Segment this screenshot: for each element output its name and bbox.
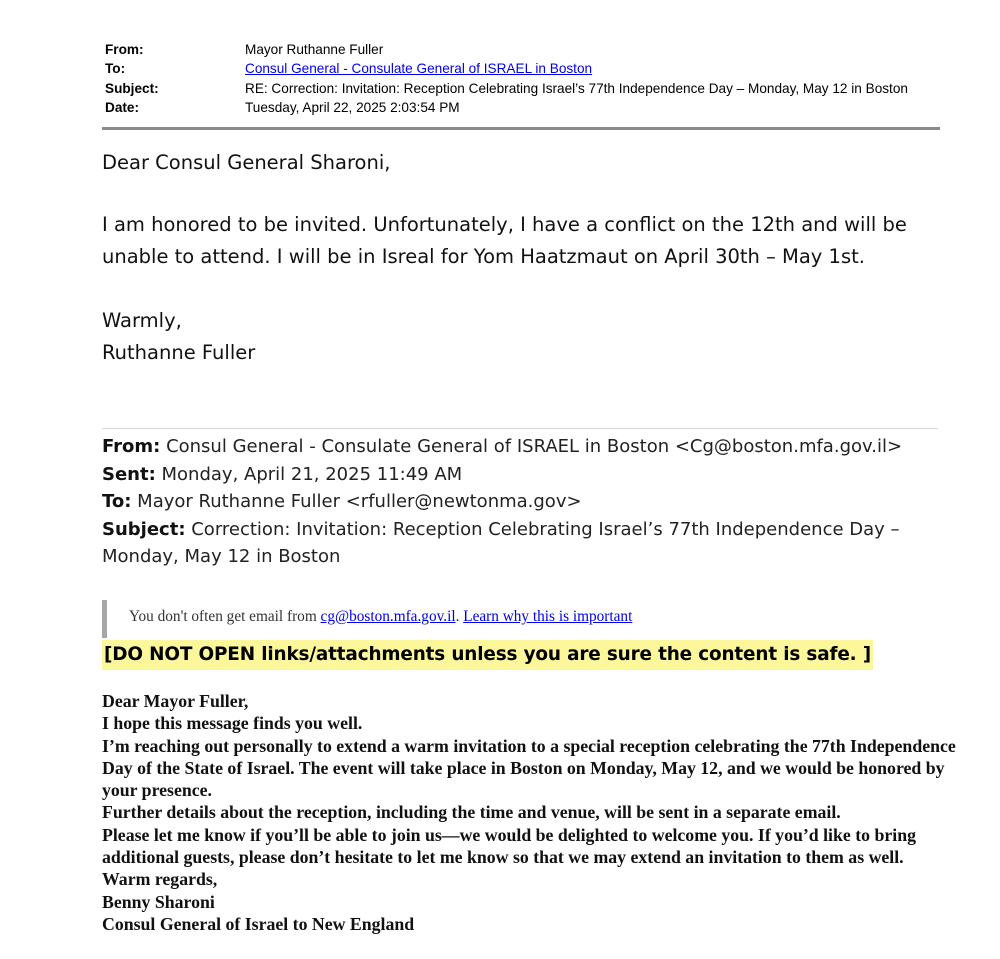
fwd-from-label: From: [102, 436, 161, 457]
fwd-to-value: Mayor Ruthanne Fuller <rfuller@newtonma.gov> [131, 491, 582, 512]
email-header [105, 40, 940, 117]
header-date-row [105, 98, 940, 117]
reply-paragraph: I am honored to be invited. Unfortunately, I have a conflict on the 12th and will be unable to attend. I will be in Isreal for Yom Haatzmaut on April 30th – May 1st. [102, 213, 907, 268]
header-to-row [105, 59, 940, 78]
to-recipient-link[interactable]: Consul General - Consulate General of ISRAEL in Boston [245, 61, 593, 77]
forwarded-header [102, 433, 932, 571]
orig-line: Warm regards, [102, 869, 218, 890]
fwd-subject-value: Correction: Invitation: Reception Celebrating Israel’s 77th Independence Day – Monday, May 12 in Boston [102, 518, 900, 567]
reply-signature: Ruthanne Fuller [102, 340, 256, 364]
from-value: Mayor Ruthanne Fuller [245, 42, 384, 57]
orig-line: Further details about the reception, including the time and venue, will be sent in a separate email. [102, 802, 841, 823]
header-from-row [105, 40, 940, 59]
sender-email-link[interactable]: cg@boston.mfa.gov.il [320, 608, 456, 625]
fwd-subject-label: Subject: [102, 518, 186, 540]
orig-line: Benny Sharoni [102, 891, 215, 912]
orig-line: I hope this message finds you well. [102, 713, 363, 734]
external-notice-prefix: You don't often get email from [129, 608, 321, 625]
external-notice-bar [102, 600, 107, 638]
fwd-sent-value: Monday, April 21, 2025 11:49 AM [155, 463, 463, 485]
original-message [102, 690, 972, 935]
from-label: From: [105, 42, 144, 57]
external-notice [129, 608, 632, 626]
header-divider [102, 127, 940, 130]
fwd-sent-label: Sent: [102, 463, 156, 485]
subject-label: Subject: [105, 80, 159, 96]
forward-divider [102, 428, 938, 429]
learn-why-link[interactable]: Learn why this is important [463, 608, 633, 625]
header-subject-row [105, 79, 940, 98]
orig-line: Dear Mayor Fuller, [102, 691, 249, 711]
subject-value: RE: Correction: Invitation: Reception Celebrating Israel’s 77th Independence Day – Monday, May 12 in Boston [245, 80, 908, 96]
fwd-subject-row [102, 516, 932, 571]
fwd-sent-row [102, 461, 932, 489]
fwd-to-row [102, 488, 932, 516]
date-label: Date: [105, 99, 139, 115]
safety-warning-banner: [DO NOT OPEN links/attachments unless you are sure the content is safe. ] [102, 640, 873, 670]
fwd-to-label: To: [102, 491, 132, 512]
orig-line: Consul General of Israel to New England [102, 913, 415, 934]
fwd-from-row [102, 433, 932, 461]
reply-greeting: Dear Consul General Sharoni, [102, 151, 391, 174]
fwd-from-value: Consul General - Consulate General of ISRAEL in Boston <Cg@boston.mfa.gov.il> [160, 436, 903, 457]
reply-closing [102, 305, 255, 368]
orig-line: Please let me know if you’ll be able to join us—we would be delighted to welcome you. If you’d like to bring additional guests, please don’t hesitate to let me know so that we may extend an invitation to them as well. [102, 824, 916, 868]
date-value: Tuesday, April 22, 2025 2:03:54 PM [245, 99, 460, 115]
reply-signoff: Warmly, [102, 309, 182, 332]
orig-line: I’m reaching out personally to extend a warm invitation to a special reception celebrating the 77th Independence Day of the State of Israel. The event will take place in Boston on Monday, May 12, and we would be honored by your presence. [102, 735, 956, 801]
to-label: To: [105, 61, 126, 77]
external-notice-separator: . [455, 608, 464, 625]
